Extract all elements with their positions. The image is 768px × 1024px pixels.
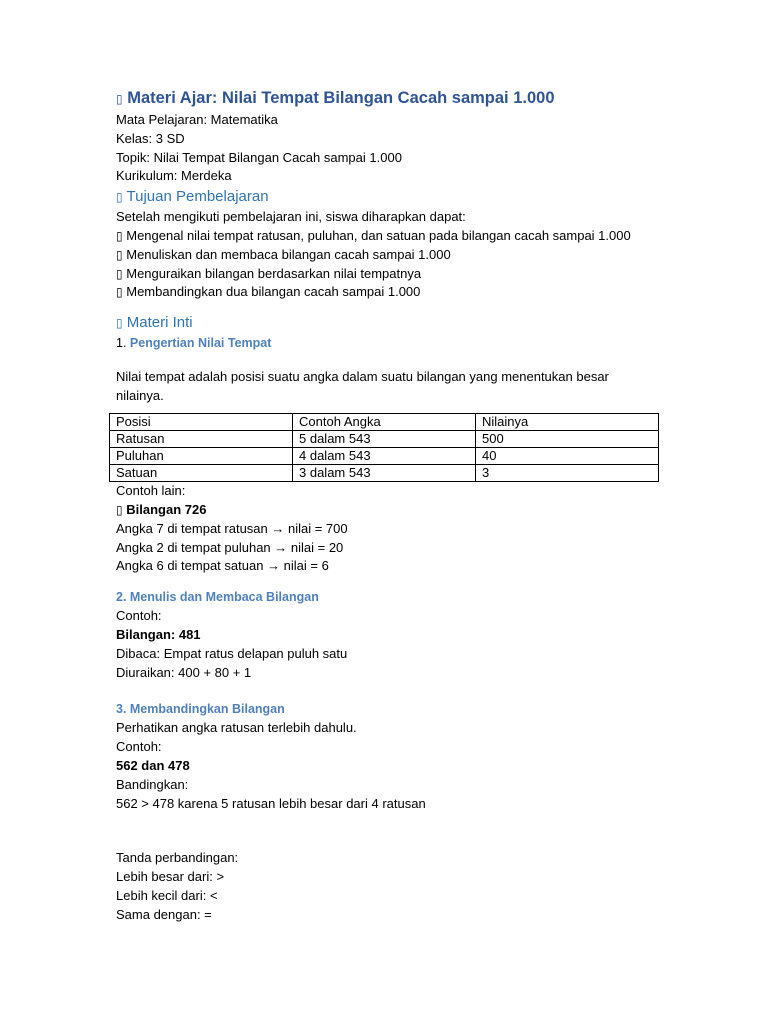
section-3-heading: 3. Membandingkan Bilangan — [116, 702, 285, 717]
sama-dengan-line: Sama dengan: = — [116, 906, 212, 922]
missing-glyph-icon: ▯ — [116, 92, 123, 106]
tujuan-item — [116, 265, 676, 284]
table-cell: Puluhan — [110, 448, 293, 465]
contoh-lain-label: Contoh lain: — [116, 483, 186, 499]
tujuan-item-text: Menguraikan bilangan berdasarkan nilai tempatnya — [126, 265, 422, 281]
table-row — [110, 431, 659, 448]
table-cell: Ratusan — [110, 431, 293, 448]
tujuan-item-text: Membandingkan dua bilangan cacah sampai 1.000 — [126, 284, 421, 300]
tujuan-item — [116, 227, 676, 246]
materi-heading — [116, 312, 676, 334]
document-content — [116, 86, 676, 925]
missing-glyph-icon: ▯ — [116, 266, 123, 281]
missing-glyph-icon: ▯ — [116, 247, 123, 262]
tujuan-item — [116, 283, 676, 302]
section-3-result: 562 > 478 karena 5 ratusan lebih besar dari 4 ratusan — [116, 795, 426, 811]
missing-glyph-icon: ▯ — [116, 190, 123, 205]
section-3-contoh: Contoh: — [116, 739, 162, 755]
table-cell: 5 dalam 543 — [293, 431, 476, 448]
section-1-title: Pengertian Nilai Tempat — [129, 336, 272, 351]
lebih-kecil-line: Lebih kecil dari: < — [116, 887, 218, 903]
place-value-example: Angka 2 di tempat puluhan → nilai = 20 — [116, 539, 344, 555]
missing-glyph-icon: ▯ — [116, 228, 123, 243]
place-value-example: Angka 6 di tempat satuan → nilai = 6 — [116, 558, 329, 574]
tujuan-heading — [116, 186, 676, 208]
tujuan-intro: Setelah mengikuti pembelajaran ini, siswa diharapkan dapat: — [116, 209, 466, 225]
section-1-number: 1. — [116, 336, 127, 351]
section-2-dibaca: Dibaca: Empat ratus delapan puluh satu — [116, 645, 348, 661]
tujuan-heading-text: Tujuan Pembelajaran — [126, 188, 269, 206]
materi-heading-text: Materi Inti — [126, 314, 193, 332]
table-cell: 4 dalam 543 — [293, 448, 476, 465]
table-header-cell: Posisi — [110, 414, 293, 431]
lebih-besar-line: Lebih besar dari: > — [116, 869, 225, 885]
meta-topic: Topik: Nilai Tempat Bilangan Cacah sampai 1.000 — [116, 149, 402, 165]
meta-curriculum: Kurikulum: Merdeka — [116, 168, 232, 184]
missing-glyph-icon: ▯ — [116, 285, 123, 300]
table-cell: 500 — [476, 431, 659, 448]
section-2-contoh: Contoh: — [116, 608, 162, 624]
missing-glyph-icon: ▯ — [116, 502, 123, 517]
table-header-cell: Contoh Angka — [293, 414, 476, 431]
tujuan-item-text: Mengenal nilai tempat ratusan, puluhan, dan satuan pada bilangan cacah sampai 1.000 — [126, 227, 631, 243]
document-title — [116, 86, 676, 111]
table-header-cell: Nilainya — [476, 414, 659, 431]
section-3-pair: 562 dan 478 — [116, 757, 190, 773]
bilangan-726-label — [116, 501, 676, 520]
place-value-table — [109, 413, 659, 482]
bilangan-726-text: Bilangan 726 — [126, 501, 207, 517]
tanda-perbandingan-label: Tanda perbandingan: — [116, 850, 239, 866]
table-header-row — [110, 414, 659, 431]
table-row — [110, 465, 659, 482]
section-3-bandingkan: Bandingkan: — [116, 776, 189, 792]
section-1-paragraph: Nilai tempat adalah posisi suatu angka dalam suatu bilangan yang menentukan besar nilainya. — [116, 369, 609, 404]
table-cell: Satuan — [110, 465, 293, 482]
table-cell: 3 dalam 543 — [293, 465, 476, 482]
section-2-heading: 2. Menulis dan Membaca Bilangan — [116, 590, 319, 605]
section-3-perhatikan: Perhatikan angka ratusan terlebih dahulu. — [116, 720, 357, 736]
place-value-example: Angka 7 di tempat ratusan → nilai = 700 — [116, 520, 348, 536]
table-cell: 3 — [476, 465, 659, 482]
meta-subject: Mata Pelajaran: Matematika — [116, 112, 278, 127]
document-title-text: Materi Ajar: Nilai Tempat Bilangan Cacah sampai 1.000 — [127, 89, 555, 107]
section-1-heading — [116, 334, 676, 353]
section-2-diuraikan: Diuraikan: 400 + 80 + 1 — [116, 664, 252, 680]
tujuan-item-text: Menuliskan dan membaca bilangan cacah sampai 1.000 — [126, 246, 451, 262]
tujuan-item — [116, 246, 676, 265]
table-row — [110, 448, 659, 465]
meta-class: Kelas: 3 SD — [116, 130, 185, 146]
missing-glyph-icon: ▯ — [116, 316, 123, 331]
table-cell: 40 — [476, 448, 659, 465]
section-2-bilangan: Bilangan: 481 — [116, 626, 201, 642]
